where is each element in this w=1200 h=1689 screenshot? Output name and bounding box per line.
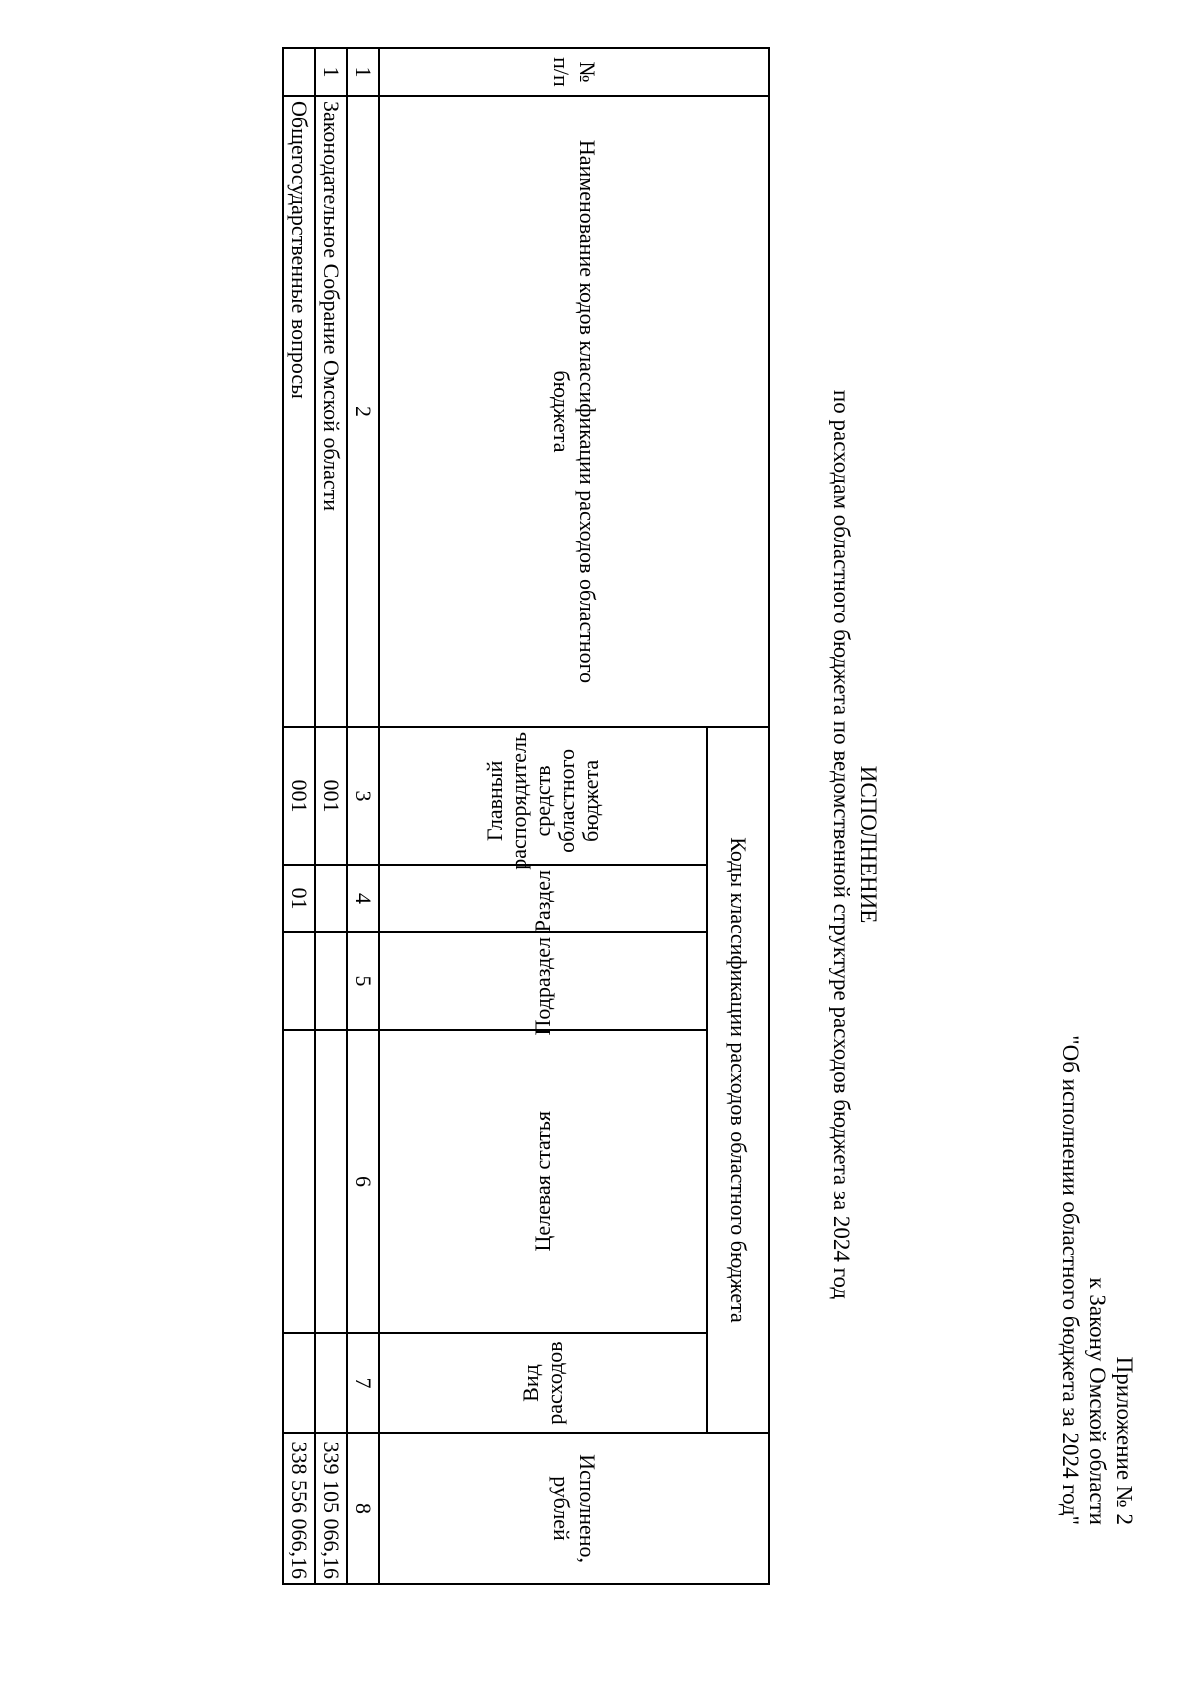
col-number-8: 8 [347, 1433, 379, 1584]
col-number-4: 4 [347, 865, 379, 932]
budget-table [282, 47, 770, 1585]
row-tselevaya [283, 1030, 315, 1333]
header-executed: Исполнено, рублей [379, 1433, 769, 1584]
col-number-2: 2 [347, 96, 379, 727]
col-number-7: 7 [347, 1333, 379, 1433]
table-row [283, 48, 315, 1584]
col-number-5: 5 [347, 932, 379, 1030]
header-razdel: Раздел [379, 865, 707, 932]
row-vid [315, 1333, 347, 1433]
col-number-6: 6 [347, 1030, 379, 1333]
row-podrazdel [283, 932, 315, 1030]
appendix-line-3: "Об исполнении областного бюджета за 2024 год" [1058, 1035, 1083, 1525]
title-sub: по расходам областного бюджета по ведомственной структуре расходов бюджета за 2024 год [829, 389, 854, 1300]
header-codes-group: Коды классификации расходов областного бюджета [707, 727, 769, 1433]
header-tselevaya: Целевая статья [379, 1030, 707, 1333]
appendix-line-1: Приложение № 2 [1112, 1356, 1137, 1525]
title-main: ИСПОЛНЕНИЕ [856, 765, 881, 924]
row-vid [283, 1333, 315, 1433]
row-razdel: 01 [283, 865, 315, 932]
row-executed: 339 105 066,16 [315, 1433, 347, 1584]
row-tselevaya [315, 1030, 347, 1333]
row-executed: 338 556 066,16 [283, 1433, 315, 1584]
table-row [315, 48, 347, 1584]
row-razdel [315, 865, 347, 932]
header-grbs: Главный распорядитель средств областного бюджета [379, 727, 707, 865]
header-num: № п/п [379, 48, 769, 96]
document-title [828, 0, 882, 1689]
row-name: Общегосударственные вопросы [283, 96, 315, 727]
row-grbs: 001 [315, 727, 347, 865]
header-vid: Вид расходов [379, 1333, 707, 1433]
column-number-row [347, 48, 379, 1584]
row-grbs: 001 [283, 727, 315, 865]
col-number-1: 1 [347, 48, 379, 96]
header-podrazdel: Подраздел [379, 932, 707, 1030]
col-number-3: 3 [347, 727, 379, 865]
row-name: Законодательное Собрание Омской области [315, 96, 347, 727]
appendix-note [1057, 1035, 1138, 1525]
header-name: Наименование кодов классификации расходов областного бюджета [379, 96, 769, 727]
row-num [283, 48, 315, 96]
row-podrazdel [315, 932, 347, 1030]
appendix-line-2: к Закону Омской области [1085, 1277, 1110, 1525]
row-num: 1 [315, 48, 347, 96]
